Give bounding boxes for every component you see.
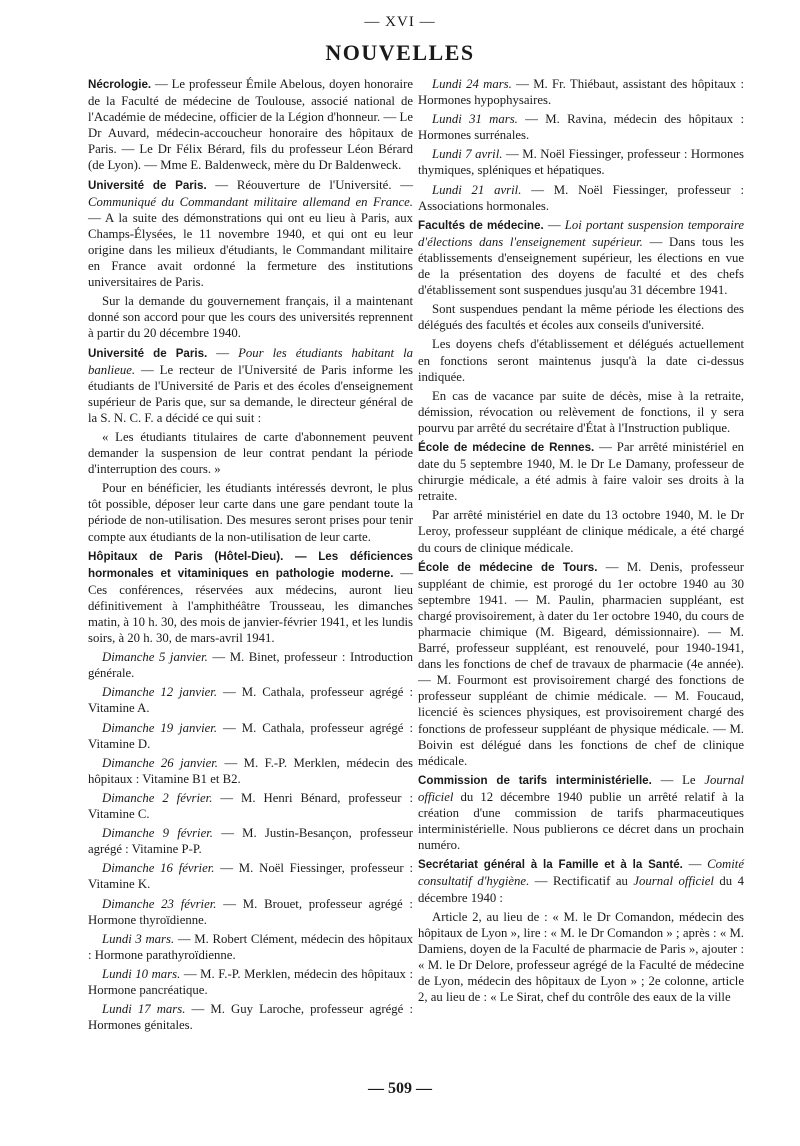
paragraph-text: — [682,857,708,872]
paragraph [88,684,413,716]
paragraph-heading: Facultés de médecine. [418,218,544,232]
italic-text: Journal officiel [633,874,714,889]
italic-text: Lundi 3 mars. [102,931,175,946]
paragraph [418,856,744,905]
section-title: NOUVELLES [325,40,475,65]
italic-text: Dimanche 9 février. [102,826,213,841]
paragraph-heading: Commission de tarifs interministérielle. [418,773,652,787]
paragraph [418,772,744,853]
paragraph-text: — Le [651,772,705,787]
paragraph-text: — M. Henri Bénard, professeur : Vitamine C. [88,790,413,822]
paragraph-text: — Dans tous les établissements d'enseignement supérieur, les élections en vue de la présentation des doyens de faculté et des chefs d'établissement sont suspendues jusqu'au 31 décembre 1941. [418,234,744,298]
paragraph-text: Pour en bénéficier, les étudiants intéressés devront, le plus tôt possible, déposer leur carte dans une gare pendant toute la période de non-utilisation. Des mesures seront prises pour tenir compte aux étudiants de la non-utilisation de leur carte. [88,481,413,544]
paragraph [418,217,744,298]
italic-text: Dimanche 2 février. [102,790,213,805]
paragraph-text: — M. Cathala, professeur agrégé : Vitamine D. [88,720,413,751]
paragraph-text: — Le recteur de l'Université de Paris informe les étudiants de l'Université de Paris et des écoles d'enseignement supérieur de Paris que, sur sa demande, le directeur général de la S. N. C. F. a décidé ce qui suit : [88,362,413,425]
paragraph-text: Sur la demande du gouvernement français, il a maintenant donné son accord pour que les cours des universités reprennent à partir du 20 décembre 1940. [88,294,413,341]
italic-text: Communiqué du Commandant militaire allemand en France. [88,194,413,209]
italic-text: Dimanche 12 janvier. [102,685,218,700]
roman-folio: — XVI — [364,14,436,30]
paragraph-heading: Secrétariat général à la Famille et à la Santé. [418,858,683,872]
paragraph-heading: Hôpitaux de Paris (Hôtel-Dieu). — Les déficiences hormonales et vitaminiques en pathologie moderne. [88,549,413,580]
paragraph-heading: Nécrologie. [88,78,152,91]
italic-text: Dimanche 26 janvier. [102,755,218,770]
paragraph-text: « Les étudiants titulaires de carte d'abonnement peuvent demander la suspension de leur contrat pendant la période d'interruption des cours. » [88,429,413,477]
paragraph [88,720,413,752]
paragraph-text: — [207,345,239,360]
paragraph-text: — M. Denis, professeur suppléant de chimie, est prorogé du 1er octobre 1940 au 30 septembre 1941. — M. Paulin, pharmacien suppléant, est chargé provisoirement, à dater du 1er octobre 1940, du cours de pharmacie chimique (M. Bigeard, démissionnaire). — M. Barré, professeur suppléant, est renouvelé, pour 1940-1941, dans les fonctions de chef de travaux de pharmacie (4e année). — M. Fourmont est provisoirement chargé des fonctions de professeur suppléant de chimie médicale. — M. Foucaud, licencié ès sciences physiques, est provisoirement chargé des fonctions de professeur suppléant de physique médicale. — M. Boivin est délégué dans les fonctions de chef de clinique médicale. [418,559,744,768]
paragraph-text: — M. Justin-Besançon, professeur agrégé : Vitamine P-P. [88,826,413,857]
paragraph-text: du 12 décembre 1940 publie un arrêté relatif à la création d'une commission de tarifs pharmaceutiques interministérielle. Nous publierons ce décret dans un prochain numéro. [418,789,744,853]
paragraph-text: — M. Cathala, professeur agrégé : Vitamine A. [88,685,413,716]
paragraph [88,755,413,787]
paragraph-text: du 4 décembre 1940 : [418,874,744,905]
paragraph [88,76,413,174]
italic-text: Journal officiel [418,772,744,804]
paragraph [418,909,744,1006]
paragraph [88,429,413,477]
italic-text: Lundi 17 mars. [102,1002,186,1017]
paragraph [418,507,744,555]
italic-text: Dimanche 19 janvier. [102,720,218,735]
paragraph [88,825,413,857]
paragraph [88,649,413,681]
paragraph-text: — M. Guy Laroche, professeur agrégé : Hormones génitales. [88,1002,413,1033]
paragraph-text: — Par arrêté ministériel en date du 5 septembre 1940, M. le Dr Le Damany, professeur de chirurgie médicale, a été admis à faire valoir ses droits à la retraite. [418,439,744,504]
italic-text: Dimanche 16 février. [102,861,215,876]
paragraph-text: Article 2, au lieu de : « M. le Dr Comandon, médecin des hôpitaux de Lyon », lire : « M. le Dr Comandon » ; après : « M. Damiens, doyen de la Faculté de pharmacie de Paris », ajouter : « M. le Dr Delore, professeur agrégé de la Faculté de médecine de Lyon, médecin des hôpitaux de Lyon » ; 2e colonne, article 2, au lieu de : « Le Sirat, chef du contrôle des eaux de la ville [418,909,744,1005]
paragraph [418,182,744,214]
paragraph [418,388,744,436]
paragraph [418,559,744,769]
paragraph-heading: École de médecine de Rennes. [418,440,595,454]
paragraph-text: — M. Fr. Thiébaut, assistant des hôpitaux : Hormones hypophysaires. [418,77,745,108]
paragraph [88,345,413,426]
paragraph-text: Les doyens chefs d'établissement et délégués actuellement en fonctions seront maintenus jusqu'à la date ci-dessus indiquée. [418,337,744,384]
paragraph-text: — M. Brouet, professeur agrégé : Hormone thyroïdienne. [88,896,413,927]
paragraph [418,146,744,178]
italic-text: Lundi 24 mars. [432,77,512,91]
paragraph [88,1001,413,1033]
left-column [88,76,413,1036]
paragraph-heading: Université de Paris. [88,346,208,360]
paragraph-text: — M. Ravina, médecin des hôpitaux : Hormones surrénales. [418,112,745,143]
paragraph-text: — A la suite des démonstrations qui ont eu lieu à Paris, aux Champs-Élysées, le 11 novembre 1940, et qui ont eu leur origine dans les milieux d'étudiants, le Commandant militaire en France avait ordonné la fermeture des institutions universitaires de Paris. [88,210,413,290]
paragraph [88,548,413,647]
paragraph-text: — M. Robert Clément, médecin des hôpitaux : Hormone parathyroïdienne. [88,931,414,962]
paragraph-text: — M. Noël Fiessinger, professeur : Hormones thymiques, spléniques et hépatiques. [418,147,744,178]
right-column [418,76,744,1008]
paragraph [88,790,413,822]
italic-text: Lundi 21 avril. [432,182,522,197]
paragraph [88,480,413,544]
paragraph [418,301,744,333]
paragraph-text: — Réouverture de l'Université. — [206,177,413,192]
paragraph-text: En cas de vacance par suite de décès, mise à la retraite, démission, révocation ou relèvement de fonctions, il y sera pourvu par arrêté du secrétaire d'État à l'Instruction publique. [418,388,744,435]
paragraph-text: — M. Binet, professeur : Introduction générale. [88,650,413,681]
paragraph [88,966,413,998]
paragraph-heading: École de médecine de Tours. [418,560,598,574]
italic-text: Dimanche 5 janvier. [102,650,208,665]
italic-text: Lundi 10 mars. [102,966,181,981]
paragraph-text: — M. Noël Fiessinger, professeur : Vitamine K. [88,861,413,892]
paragraph [88,293,413,341]
italic-text: Lundi 31 mars. [432,112,518,127]
paragraph [88,931,413,963]
italic-text: Lundi 7 avril. [432,147,503,162]
paragraph [88,177,413,291]
paragraph-text: — [543,217,565,232]
paragraph-heading: Université de Paris. [88,178,207,192]
paragraph [88,860,413,892]
paragraph [418,439,744,504]
paragraph-text: Sont suspendues pendant la même période les élections des délégués des facultés et écoles aux conseils d'université. [418,302,744,333]
paragraph-text: — Le professeur Émile Abelous, doyen honoraire de la Faculté de médecine de Toulouse, associé national de l'Académie de médecine, officier de la Légion d'honneur. — Le Dr Auvard, médecin-accoucheur honoraire des hôpitaux de Paris. — Le Dr Félix Bérard, fils du professeur Léon Bérard (de Lyon). — Mme E. Baldenweck, mère du Dr Baldenweck. [88,77,413,173]
page-number: — 509 — [368,1080,432,1097]
italic-text: Dimanche 23 février. [102,896,217,911]
paragraph-text: — Ces conférences, réservées aux médecins, auront lieu définitivement à l'amphithéâtre Trousseau, les dimanches matin, à 10 h. 30, des mois de janvier-février 1941, et les lundis soirs, à 20 h. 30, de mars-avril 1941. [88,565,413,646]
paragraph-text: — M. Noël Fiessinger, professeur : Associations hormonales. [418,182,745,213]
paragraph-text: — M. F.-P. Merklen, médecin des hôpitaux : Hormone pancréatique. [88,966,414,997]
paragraph-text: — M. F.-P. Merklen, médecin des hôpitaux : Vitamine B1 et B2. [88,755,413,786]
paragraph [88,896,413,928]
italic-text: Comité consultatif d'hygiène. [418,857,745,889]
paragraph [418,336,744,384]
italic-text: Pour les étudiants habitant la banlieue. [88,345,413,377]
paragraph [418,111,744,143]
italic-text: Loi portant suspension temporaire d'élections dans l'enseignement supérieur. [418,217,744,249]
paragraph [418,76,744,108]
paragraph-text: — Rectificatif au [529,874,634,889]
paragraph-text: Par arrêté ministériel en date du 13 octobre 1940, M. le Dr Leroy, professeur suppléant de clinique médicale, a été chargé du cours de clinique médicale. [418,508,744,555]
